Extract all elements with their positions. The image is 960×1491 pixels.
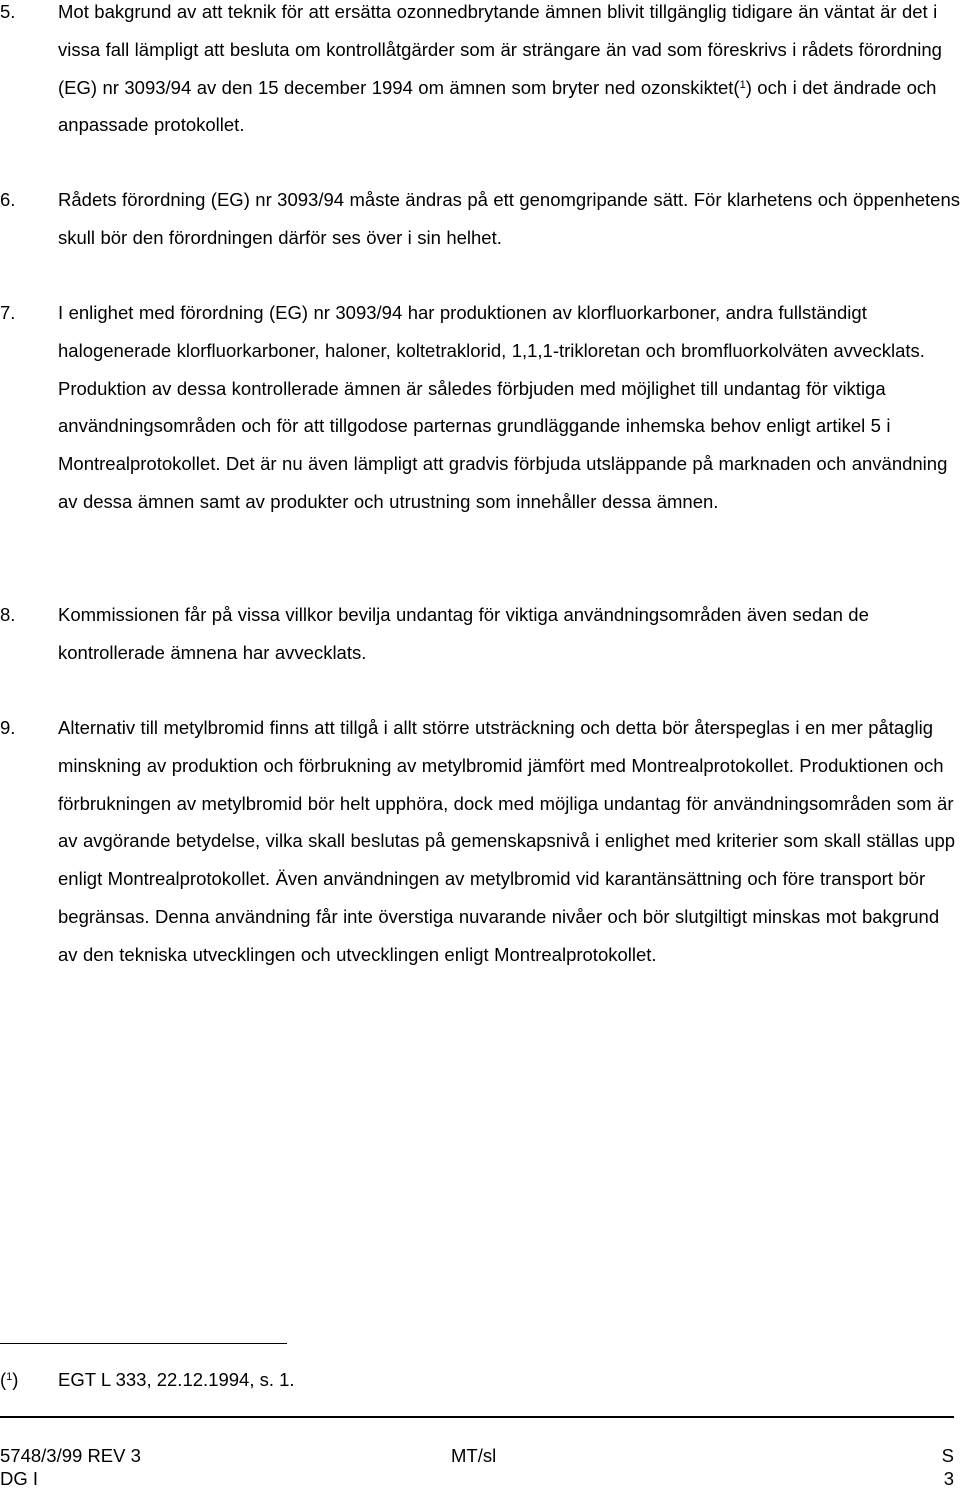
page-number: 3 [943, 1468, 954, 1489]
paragraph-number: 6. [0, 189, 16, 210]
paragraph-number: 7. [0, 302, 16, 323]
footnote-mark-open: ( [0, 1369, 7, 1390]
footnote-separator [0, 1343, 287, 1344]
directorate-general: DG I [0, 1468, 39, 1489]
paragraph-9 [0, 709, 960, 974]
footnote-text: EGT L 333, 22.12.1994, s. 1. [58, 1369, 295, 1390]
footnote-mark-close: ) [12, 1369, 19, 1390]
paragraph-8 [0, 596, 960, 672]
footnote-mark-number: 1 [6, 1371, 13, 1383]
paragraph-text [58, 0, 960, 144]
footer-line-1 [0, 1444, 954, 1468]
paragraph-text: Alternativ till metylbromid finns att tillgå i allt större utsträckning och detta bör återspeglas i en mer påtaglig minskning av produktion och förbrukning av metylbromid jämfört med Montrealprotokollet. Produktionen och förbrukningen av metylbromid bör helt upphöra, dock med möjliga undantag för användningsområden som är av avgörande betydelse, vilka skall beslutas på gemenskapsnivå i enlighet med kriterier som skall ställas upp enligt Montrealprotokollet. Även användningen av metylbromid vid karantänsättning och före transport bör begränsas. Denna användning får inte överstiga nuvarande nivåer och bör slutgiltigt minskas mot bakgrund av den tekniska utvecklingen och utvecklingen enligt Montrealprotokollet. [58, 717, 956, 965]
paragraph-number: 5. [0, 1, 16, 22]
paragraph-text-part: Mot bakgrund av att teknik för att ersätta ozonnedbrytande ämnen blivit tillgänglig tidigare än väntat är det i vissa fall lämpligt att besluta om kontrollåtgärder som är strängare än vad som föreskrivs i rådets förordning (EG) nr 3093/94 av den 15 december 1994 om ämnen som bryter ned ozonskiktet( [58, 1, 942, 98]
paragraph-text: I enlighet med förordning (EG) nr 3093/94 har produktionen av klorfluorkarboner, andra fullständigt halogenerade klorfluorkarboner, haloner, koltetraklorid, 1,1,1-trikloretan och bromfluorkolväten avvecklats. Produktion av dessa kontrollerade ämnen är således förbjuden med möjlighet till undantag för viktiga användningsområden och för att tillgodose parternas grundläggande inhemska behov enligt artikel 5 i Montrealprotokollet. Det är nu även lämpligt att gradvis förbjuda utsläppande på marknaden och användning av dessa ämnen samt av produkter och utrustning som innehåller dessa ämnen. [58, 302, 948, 512]
paragraph-text: Rådets förordning (EG) nr 3093/94 måste ändras på ett genomgripande sätt. För klarhetens och öppenhetens skull bör den förordningen därför ses över i sin helhet. [58, 189, 960, 248]
footnote-reference: 1 [739, 78, 746, 91]
paragraph-number: 9. [0, 717, 16, 738]
paragraph-text-part: ) och i det ändrade och anpassade protokollet. [58, 76, 937, 136]
author-initials: MT/sl [451, 1445, 497, 1466]
footer-separator [0, 1416, 954, 1418]
footnote-mark [0, 1367, 18, 1393]
language-code: S [941, 1445, 954, 1466]
document-reference: 5748/3/99 REV 3 [0, 1445, 141, 1466]
paragraph-number: 8. [0, 604, 16, 625]
paragraph-6 [0, 181, 960, 257]
paragraph-7 [0, 294, 960, 521]
paragraph-5 [0, 0, 960, 144]
footer-line-2 [0, 1467, 954, 1491]
paragraph-text: Kommissionen får på vissa villkor bevilja undantag för viktiga användningsområden även sedan de kontrollerade ämnena har avvecklats. [58, 604, 869, 663]
